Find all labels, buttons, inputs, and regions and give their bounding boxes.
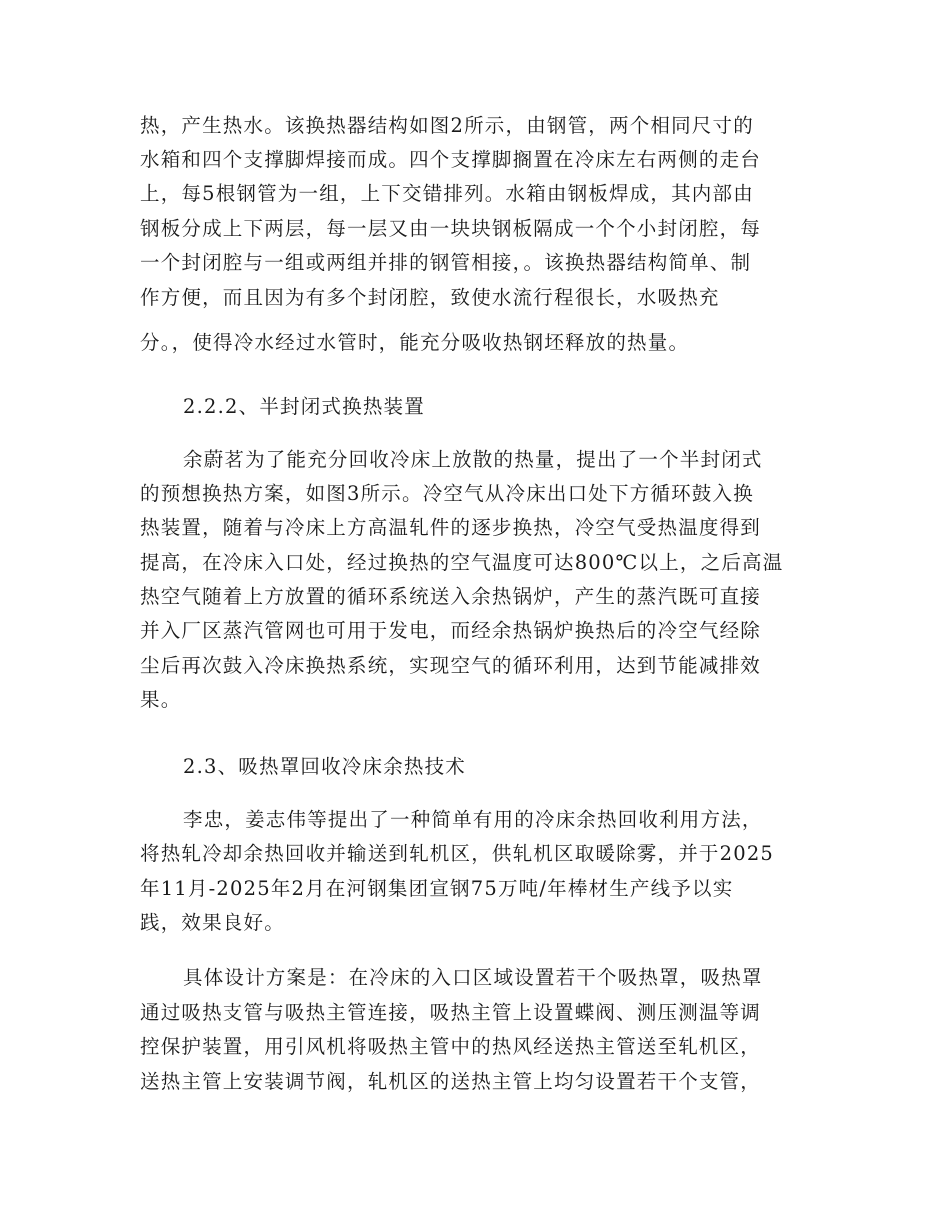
paragraph-2-line-8: 果。	[140, 688, 182, 711]
paragraph-4-line-2: 通过吸热支管与吸热主管连接，吸热主管上设置蝶阀、测压测温等调	[140, 1001, 762, 1024]
paragraph-1-line-4: 钢板分成上下两层，每一层又由一块块钢板隔成一个个小封闭腔，每	[140, 217, 762, 240]
paragraph-2-line-2: 的预想换热方案，如图3所示。冷空气从冷床出口处下方循环鼓入换	[140, 482, 754, 505]
paragraph-3-line-1: 李忠，姜志伟等提出了一种简单有用的冷床余热回收利用方法，	[183, 808, 763, 831]
paragraph-1-line-6: 作方便，而且因为有多个封闭腔，致使水流行程很长，水吸热充	[140, 286, 720, 309]
paragraph-3-line-4: 践，效果良好。	[140, 911, 285, 934]
paragraph-1-line-2: 水箱和四个支撑脚焊接而成。四个支撑脚搁置在冷床左右两侧的走台	[140, 148, 762, 171]
paragraph-2-line-6: 并入厂区蒸汽管网也可用于发电，而经余热锅炉换热后的冷空气经除	[140, 619, 762, 642]
paragraph-4-line-1: 具体设计方案是：在冷床的入口区域设置若干个吸热罩，吸热罩	[183, 966, 763, 989]
section-heading-2-3: 2.3、吸热罩回收冷床余热技术	[183, 755, 467, 778]
paragraph-1-line-1: 热，产生热水。该换热器结构如图2所示，由钢管，两个相同尺寸的	[140, 114, 754, 137]
paragraph-4-line-4: 送热主管上安装调节阀，轧机区的送热主管上均匀设置若干个支管，	[140, 1070, 762, 1093]
paragraph-3-line-2: 将热轧冷却余热回收并输送到轧机区，供轧机区取暖除雾，并于2025	[140, 842, 775, 865]
section-heading-2-2-2: 2.2.2、半封闭式换热装置	[183, 395, 425, 418]
paragraph-1-line-5: 一个封闭腔与一组或两组并排的钢管相接，。该换热器结构简单、制	[140, 251, 752, 274]
paragraph-2-line-5: 热空气随着上方放置的循环系统送入余热锅炉，产生的蒸汽既可直接	[140, 585, 762, 608]
paragraph-2-line-4: 提高，在冷床入口处，经过换热的空气温度可达800℃以上，之后高温	[140, 551, 784, 574]
paragraph-2-line-7: 尘后再次鼓入冷床换热系统，实现空气的循环利用，达到节能减排效	[140, 654, 762, 677]
paragraph-2-line-1: 余蔚茗为了能充分回收冷床上放散的热量，提出了一个半封闭式	[183, 448, 763, 471]
paragraph-1-line-3: 上，每5根钢管为一组，上下交错排列。水箱由钢板焊成，其内部由	[140, 182, 754, 205]
paragraph-1-line-7: 分。，使得冷水经过水管时，能充分吸收热钢坯释放的热量。	[140, 331, 690, 354]
paragraph-2-line-3: 热装置，随着与冷床上方高温轧件的逐步换热，冷空气受热温度得到	[140, 516, 762, 539]
paragraph-3-line-3: 年11月-2025年2月在河钢集团宣钢75万吨/年棒材生产线予以实	[140, 877, 734, 900]
paragraph-4-line-3: 控保护装置，用引风机将吸热主管中的热风经送热主管送至轧机区，	[140, 1035, 762, 1058]
